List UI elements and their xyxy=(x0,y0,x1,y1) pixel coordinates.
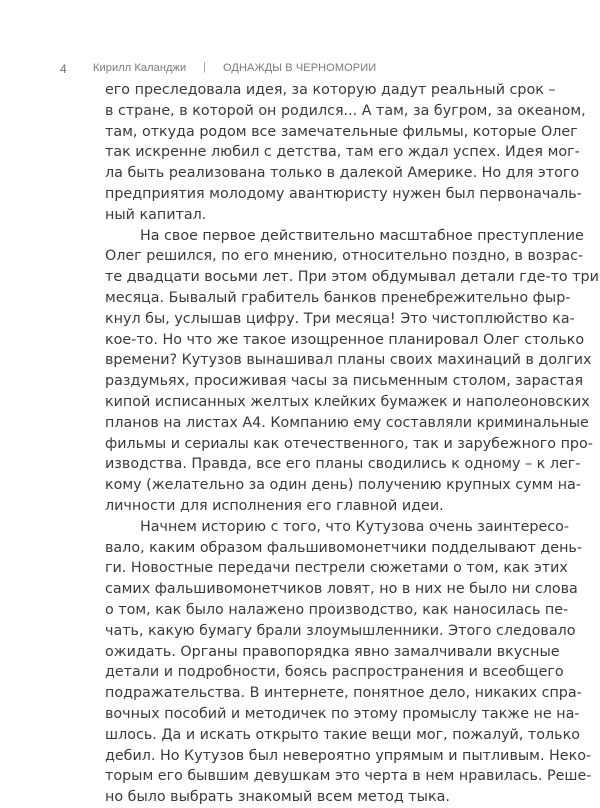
text-line: вало, каким образом фальшивомонетчики подделывают день- xyxy=(105,539,582,556)
text-line: кнул бы, услышав цифру. Три месяца! Это чистоплюйство ка- xyxy=(105,310,575,327)
text-line: ожидать. Органы правопорядка явно замалчивали вкусные xyxy=(105,643,560,660)
text-line: подражательства. В интернете, понятное дело, никаких спра- xyxy=(105,685,582,702)
text-line: в стране, в которой он родился... А там, за бугром, за океаном, xyxy=(105,102,586,119)
text-line: предприятия молодому авантюристу нужен был первоначаль- xyxy=(105,185,582,202)
author-name: Кирилл Каланджи xyxy=(93,62,187,74)
text-line: его преследовала идея, за которую дадут реальный срок – xyxy=(105,82,556,98)
paragraph xyxy=(105,226,599,517)
book-title: ОДНАЖДЫ В ЧЕРНОМОРИИ xyxy=(223,62,377,74)
text-line: личности для исполнения его главной идеи. xyxy=(105,497,444,514)
text-line: торым его бывшим девушкам это черта в нем нравилась. Реше- xyxy=(105,768,592,785)
header-separator: | xyxy=(203,61,206,73)
text-line: там, откуда родом все замечательные фильмы, которые Олег xyxy=(105,123,578,140)
page-number: 4 xyxy=(60,62,67,76)
text-line: ги. Новостные передачи пестрели сюжетами о том, как этих xyxy=(105,560,568,577)
paragraph xyxy=(105,517,592,808)
paragraph xyxy=(105,80,586,226)
text-line: кипой исписанных желтых клейких бумажек и наполеоновских xyxy=(105,393,590,410)
text-line: самих фальшивомонетчиков ловят, но в них не было ни слова xyxy=(105,581,578,598)
text-line: Олег решился, по его мнению, относительно поздно, в возрас- xyxy=(105,248,584,265)
text-line: шлось. Да и искать открыто такие вещи мог, пожалуй, только xyxy=(105,726,580,743)
text-line: но было выбрать знакомый всем метод тыка. xyxy=(105,789,450,806)
text-line: дебил. Но Кутузов был невероятно упрямым и пытливым. Неко- xyxy=(105,747,592,764)
text-line: детали и подробности, боясь распространения и всеобщего xyxy=(105,664,564,681)
text-line: изводства. Правда, все его планы сводились к одному – к лег- xyxy=(105,456,581,473)
text-line: На свое первое действительно масштабное преступление xyxy=(140,227,584,244)
text-line: кое-то. Но что же такое изощренное планировал Олег столько xyxy=(105,331,585,348)
text-line: о том, как было налажено производство, как наносилась пе- xyxy=(105,601,569,618)
text-line: времени? Кутузов вынашивал планы своих махинаций в долгих xyxy=(105,352,592,369)
text-line: Начнем историю с того, что Кутузова очень заинтересо- xyxy=(140,518,570,535)
text-line: планов на листах А4. Компанию ему составляли криминальные xyxy=(105,414,589,431)
body-text xyxy=(105,80,599,808)
text-line: чать, какую бумагу брали злоумышленники. Этого следовало xyxy=(105,622,576,639)
text-line: месяца. Бывалый грабитель банков пренебрежительно фыр- xyxy=(105,289,571,306)
text-line: те двадцати восьми лет. При этом обдумывал детали где-то три xyxy=(105,269,599,286)
text-line: так искренне любил с детства, там его ждал успех. Идея мог- xyxy=(105,144,580,161)
text-line: фильмы и сериалы как отечественного, так и зарубежного про- xyxy=(105,435,593,452)
text-line: ла быть реализована только в далекой Америке. Но для этого xyxy=(105,165,580,182)
text-line: ный капитал. xyxy=(105,206,207,223)
text-line: раздумьях, просиживая часы за письменным столом, зарастая xyxy=(105,373,584,390)
text-line: кому (желательно за один день) получению крупных сумм на- xyxy=(105,477,581,494)
text-line: вочных пособий и методичек по этому промыслу также не на- xyxy=(105,705,580,722)
